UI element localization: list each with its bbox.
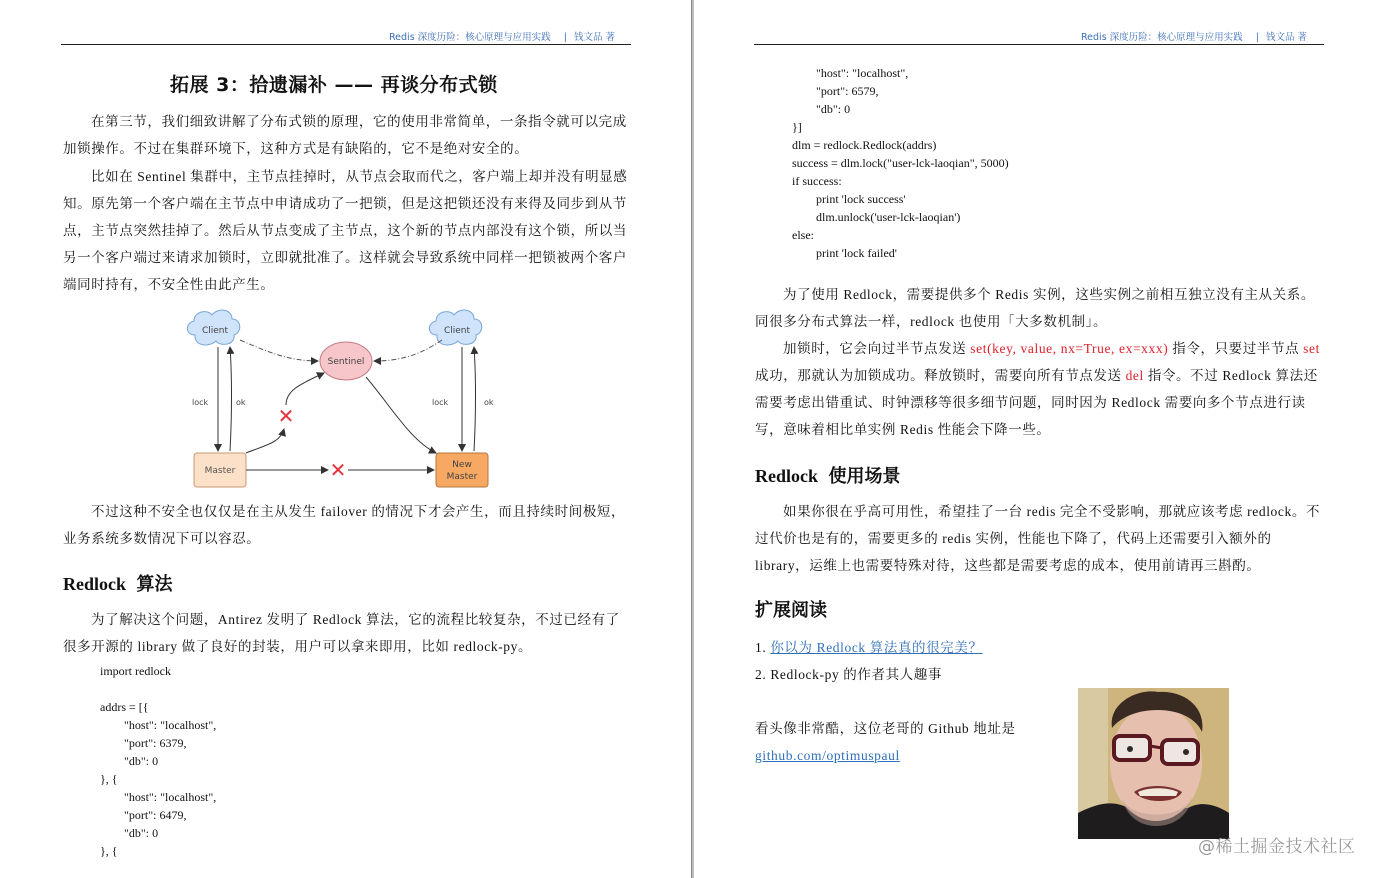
text-line: 为了使用 Redlock，需要提供多个 Redis 实例，这些实例之前相互独立没有主从关系。: [783, 287, 1315, 302]
text-line: 业务系统多数情况下可以容忍。: [63, 531, 261, 546]
text-line: 看头像非常酷，这位老哥的 Github 地址是: [755, 721, 1016, 736]
sentinel-paragraph: [63, 163, 627, 298]
code-line: "host": "localhost",: [124, 790, 217, 804]
item-number: 2.: [755, 667, 767, 682]
book-title: Redis 深度历险：核心原理与应用实践: [1081, 32, 1243, 43]
further-reading-list: [755, 634, 983, 688]
code-line: "port": 6479,: [124, 808, 187, 822]
heading-en: Redlock: [755, 466, 818, 486]
further-reading-item-1: [755, 634, 983, 661]
text-line: 写，意味着相比单实例 Redis 性能会下降一些。: [755, 422, 1051, 437]
text-line: 如果你很在乎高可用性，希望挂了一台 redis 完全不受影响，那就应该考虑 redlock。不: [783, 504, 1321, 519]
further-reading-item-2: [755, 661, 983, 688]
header-separator: |: [563, 32, 567, 43]
github-link[interactable]: github.com/optimuspaul: [755, 748, 900, 763]
text-span: 成功，那就认为加锁成功。释放锁时，需要向所有节点发送: [755, 368, 1126, 383]
heading-cn: 算法: [136, 574, 173, 595]
code-line: }, {: [100, 772, 118, 786]
svg-text:Client: Client: [443, 326, 471, 336]
svg-text:New: New: [452, 460, 472, 470]
header-rule: [754, 44, 1324, 45]
author-avatar-photo: [1078, 688, 1229, 839]
svg-text:Master: Master: [204, 466, 236, 476]
redlock-intro-paragraph: [63, 606, 620, 660]
del-command: del: [1125, 368, 1144, 383]
text-line: [755, 362, 1320, 389]
code-line: "host": "localhost",: [816, 66, 909, 80]
failover-paragraph: [63, 498, 625, 552]
left-page: [0, 0, 691, 878]
text-line: library，运维上也需要特殊对待，这些都是需要考虑的成本，使用前请再三斟酌。: [755, 558, 1261, 573]
code-line: if success:: [792, 174, 842, 188]
svg-text:Sentinel: Sentinel: [327, 357, 365, 367]
code-line: "port": 6579,: [816, 84, 879, 98]
text-span: 指令。不过 Redlock 算法还: [1143, 368, 1318, 383]
svg-text:lock: lock: [432, 398, 449, 407]
book-title: Redis 深度历险：核心原理与应用实践: [389, 32, 551, 43]
page-header: [1081, 29, 1307, 43]
code-line: dlm.unlock('user-lck-laoqian'): [816, 210, 961, 224]
svg-text:Client: Client: [201, 326, 229, 336]
code-line: else:: [792, 228, 814, 242]
code-line-blank: [100, 680, 216, 698]
book-author: 钱文品 著: [573, 32, 615, 43]
section-heading-redlock-algorithm: [63, 570, 173, 596]
code-block-right: [792, 64, 1009, 262]
text-line: 为了解决这个问题，Antirez 发明了 Redlock 算法，它的流程比较复杂，不过已经有了: [91, 612, 620, 627]
item-number: 1.: [755, 640, 767, 655]
section-heading-further-reading: [755, 596, 827, 622]
chapter-title: 拓展 3：拾遗漏补 —— 再谈分布式锁: [170, 74, 498, 96]
text-line: 过代价也是有的，需要更多的 redis 实例，性能也下降了，代码上还需要引入额外的: [755, 531, 1272, 546]
text-line: 需要考虑出错重试、时钟漂移等很多细节问题，同时因为 Redlock 需要向多个节点进行读: [755, 395, 1306, 410]
svg-text:lock: lock: [192, 398, 209, 407]
code-line: success = dlm.lock("user-lck-laoqian", 5000): [792, 156, 1009, 170]
code-line: "db": 0: [816, 102, 851, 116]
sentinel-failover-diagram: [180, 305, 500, 495]
code-block-left: [100, 662, 216, 860]
redlock-usage-paragraph: [755, 281, 1315, 335]
set-command: set(key, value, nx=True, ex=xxx): [970, 341, 1169, 356]
heading-cn: 扩展阅读: [755, 600, 827, 621]
redlock-perfect-link[interactable]: 你以为 Redlock 算法真的很完美？: [770, 640, 983, 655]
text-line: 不过这种不安全也仅仅是在主从发生 failover 的情况下才会产生，而且持续时间极短，: [91, 504, 626, 519]
code-line: "host": "localhost",: [124, 718, 217, 732]
text-line: 知。原先第一个客户端在主节点中申请成功了一把锁，但是这把锁还没有来得及同步到从节: [63, 196, 627, 211]
set-command-short: set: [1303, 341, 1320, 356]
code-line: "db": 0: [124, 826, 159, 840]
text-line: 在第三节，我们细致讲解了分布式锁的原理，它的使用非常简单，一条指令就可以完成: [91, 114, 627, 129]
text-line: 比如在 Sentinel 集群中，主节点挂掉时，从节点会取而代之，客户端上却并没有明显感: [91, 169, 628, 184]
text-line: [755, 335, 1320, 362]
watermark: @稀土掘金技术社区: [1198, 837, 1356, 857]
code-line: import redlock: [100, 664, 171, 678]
code-line: addrs = [{: [100, 700, 149, 714]
text-line: 点，主节点突然挂掉了。然后从节点变成了主节点，这个新的节点内部没有这个锁，所以当: [63, 223, 627, 238]
text-span: 指令，只要过半节点: [1168, 341, 1304, 356]
header-separator: |: [1255, 32, 1259, 43]
heading-cn: 使用场景: [828, 466, 901, 487]
code-line: }, {: [100, 844, 118, 858]
text-span: 加锁时，它会向过半节点发送: [783, 341, 971, 356]
text-line: 端同时持有，不安全性由此产生。: [63, 277, 275, 292]
item-text: Redlock-py 的作者其人趣事: [770, 667, 942, 682]
svg-text:ok: ok: [484, 398, 494, 407]
text-line: 同很多分布式算法一样，redlock 也使用「大多数机制」。: [755, 314, 1108, 329]
page-header: [389, 29, 615, 43]
book-author: 钱文品 著: [1265, 32, 1307, 43]
code-line: "port": 6379,: [124, 736, 187, 750]
intro-paragraph: [63, 108, 627, 162]
text-line: 另一个客户端过来请求加锁时，立即就批准了。这样就会导致系统中同样一把锁被两个客户: [63, 250, 627, 265]
right-page: [694, 0, 1383, 878]
failure-cross-icon: ✕: [277, 404, 295, 428]
code-line: "db": 0: [124, 754, 159, 768]
text-line: 很多开源的 library 做了良好的封装，用户可以拿来即用，比如 redlock-py。: [63, 639, 533, 654]
code-line: }]: [792, 120, 802, 134]
header-rule: [61, 44, 631, 45]
locking-paragraph: [755, 335, 1320, 443]
code-line: print 'lock failed': [816, 246, 897, 260]
svg-text:ok: ok: [236, 398, 246, 407]
failure-cross-icon: ✕: [329, 458, 347, 482]
text-line: 加锁操作。不过在集群环境下，这种方式是有缺陷的，它不是绝对安全的。: [63, 141, 529, 156]
svg-text:Master: Master: [446, 472, 478, 482]
code-line: dlm = redlock.Redlock(addrs): [792, 138, 937, 152]
heading-en: Redlock: [63, 574, 126, 594]
code-line: print 'lock success': [816, 192, 906, 206]
usage-scenario-paragraph: [755, 498, 1320, 579]
github-note: [755, 715, 1016, 769]
section-heading-redlock-usage: [755, 462, 901, 488]
